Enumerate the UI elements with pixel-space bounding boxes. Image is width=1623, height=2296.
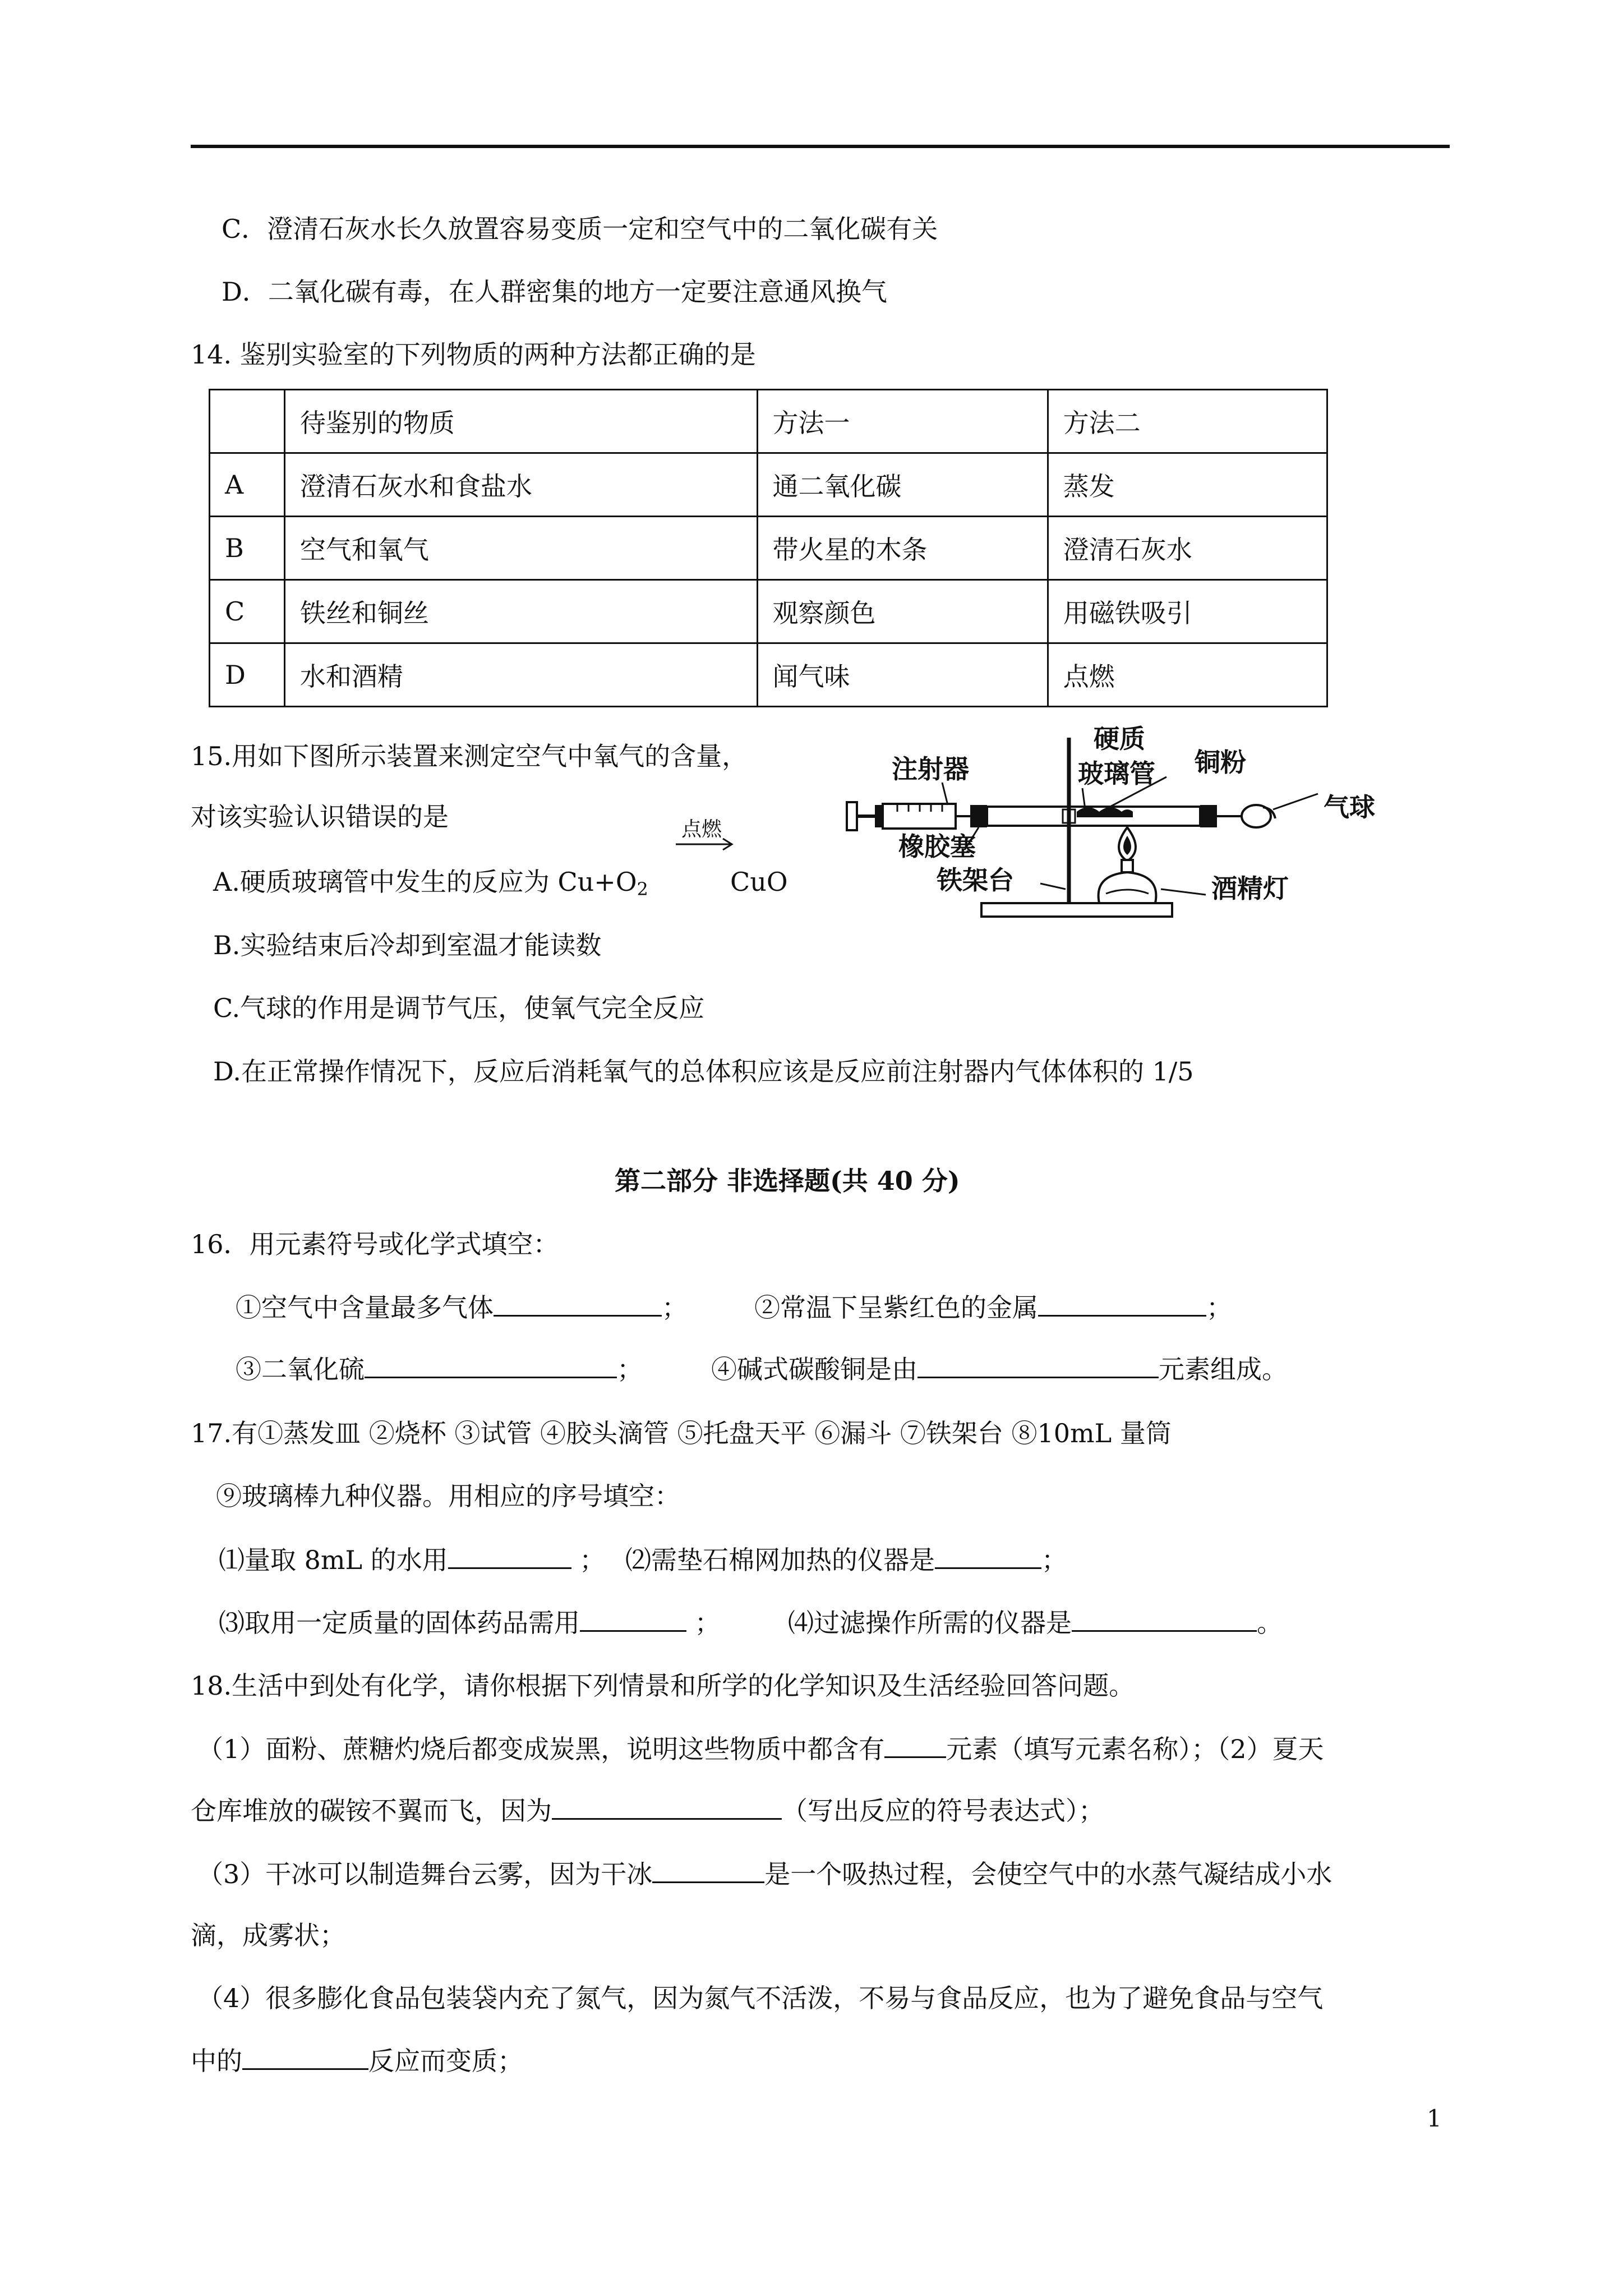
table-header-cell: 方法二 <box>1048 390 1327 453</box>
q15-option-a-text: A.硬质玻璃管中发生的反应为 Cu+O <box>213 867 637 897</box>
q17-part-3-text: ⑶取用一定质量的固体药品需用 <box>219 1608 580 1638</box>
label-stopper: 橡胶塞 <box>898 831 976 862</box>
label-lamp: 酒精灯 <box>1211 873 1289 904</box>
q18-line-4: 滴，成雾状； <box>191 1920 345 1950</box>
q14-stem: 14. 鉴别实验室的下列物质的两种方法都正确的是 <box>191 339 756 370</box>
separator: ； <box>1041 1545 1067 1575</box>
q18-line-2a: 仓库堆放的碳铵不翼而飞，因为 <box>191 1796 552 1826</box>
q18-line-1a: （1）面粉、蔗糖灼烧后都变成炭黑，说明这些物质中都含有 <box>197 1734 885 1764</box>
table-cell: 水和酒精 <box>284 643 757 707</box>
reaction-condition: 点燃 <box>681 818 722 841</box>
q17-line-2: ⑨玻璃棒九种仪器。用相应的序号填空： <box>216 1481 680 1511</box>
table-header-cell: 方法一 <box>757 390 1048 453</box>
table-cell: 用磁铁吸引 <box>1048 580 1327 643</box>
separator: ； <box>686 1608 721 1638</box>
q16-item-1 <box>236 1290 688 1324</box>
answer-blank[interactable] <box>448 1543 571 1569</box>
q16-item-3 <box>236 1352 643 1386</box>
q18-line-1b: 元素（填写元素名称）；（2）夏天 <box>946 1734 1324 1764</box>
answer-blank[interactable] <box>365 1352 617 1378</box>
answer-blank[interactable] <box>884 1732 946 1758</box>
answer-blank[interactable] <box>494 1290 662 1317</box>
q18-line-2 <box>191 1793 1104 1828</box>
apparatus-diagram <box>836 715 1430 940</box>
balloon-icon <box>1242 805 1275 827</box>
table-header-row <box>210 390 1327 453</box>
table-cell: A <box>210 453 285 517</box>
part2-heading: 第二部分 非选择题(共 40 分) <box>615 1166 960 1196</box>
label-stand: 铁架台 <box>937 865 1014 895</box>
q15-option-c: C.气球的作用是调节气压，使氧气完全反应 <box>213 993 705 1023</box>
separator: 。 <box>1257 1608 1283 1638</box>
separator: ； <box>1206 1292 1232 1323</box>
table-cell: 闻气味 <box>757 643 1048 707</box>
q18-line-6 <box>191 2044 523 2078</box>
separator: ； <box>571 1545 606 1575</box>
q17-part-4-text: ⑷过滤操作所需的仪器是 <box>788 1608 1072 1638</box>
table-cell: 观察颜色 <box>757 580 1048 643</box>
header-rule <box>191 145 1450 148</box>
label-hard: 硬质 <box>1094 724 1145 754</box>
q13-option-c: C．澄清石灰水长久放置容易变质一定和空气中的二氧化碳有关 <box>222 214 938 244</box>
q18-line-6a: 中的 <box>191 2046 242 2076</box>
table-row <box>210 643 1327 707</box>
q18-line-5: （4）很多膨化食品包装袋内充了氮气，因为氮气不活泼，不易与食品反应，也为了避免食品与空气 <box>197 1983 1324 2013</box>
table-cell: 铁丝和铜丝 <box>284 580 757 643</box>
answer-blank[interactable] <box>580 1605 686 1632</box>
answer-blank[interactable] <box>1038 1290 1206 1317</box>
q15-stem-line1: 15.用如下图所示装置来测定空气中氧气的含量， <box>191 741 748 771</box>
q16-item-3-text: ③二氧化硫 <box>236 1354 365 1384</box>
q18-stem: 18.生活中到处有化学，请你根据下列情景和所学的化学知识及生活经验回答问题。 <box>191 1671 1135 1701</box>
q17-part-1-text: ⑴量取 8mL 的水用 <box>219 1545 448 1575</box>
answer-blank[interactable] <box>917 1352 1159 1378</box>
table-row <box>210 580 1327 643</box>
rubber-stopper-right <box>1200 805 1217 827</box>
table-cell: 澄清石灰水和食盐水 <box>284 453 757 517</box>
answer-blank[interactable] <box>242 2044 368 2070</box>
table-cell: 带火星的木条 <box>757 517 1048 580</box>
table-row <box>210 453 1327 517</box>
q16-item-4-text: ④碱式碳酸铜是由 <box>711 1354 917 1384</box>
table-cell: 点燃 <box>1048 643 1327 707</box>
label-syringe: 注射器 <box>892 754 969 784</box>
q18-line-3a: （3）干冰可以制造舞台云雾，因为干冰 <box>197 1859 653 1889</box>
answer-blank[interactable] <box>652 1857 764 1883</box>
table-cell <box>210 390 285 453</box>
table-header-cell: 待鉴别的物质 <box>284 390 757 453</box>
table-row <box>210 517 1327 580</box>
q16-item-4-suffix: 元素组成。 <box>1159 1354 1288 1384</box>
label-copper: 铜粉 <box>1195 747 1246 777</box>
q18-line-2b: （写出反应的符号表达式）； <box>782 1796 1104 1826</box>
q17-part-2 <box>625 1543 1067 1577</box>
separator: ； <box>662 1292 688 1323</box>
page-number: 1 <box>1427 2105 1442 2132</box>
table-cell: 通二氧化碳 <box>757 453 1048 517</box>
q16-item-4 <box>711 1352 1288 1386</box>
table-cell: D <box>210 643 285 707</box>
q15-stem-line2: 对该实验认识错误的是 <box>191 802 449 832</box>
q13-option-d: D．二氧化碳有毒，在人群密集的地方一定要注意通风换气 <box>222 277 887 307</box>
q18-line-3 <box>197 1857 1332 1891</box>
subscript: 2 <box>637 878 648 900</box>
syringe-icon <box>847 802 970 830</box>
q18-line-1 <box>197 1732 1324 1766</box>
q15-option-b: B.实验结束后冷却到室温才能读数 <box>213 930 602 960</box>
q14-table <box>209 389 1328 707</box>
separator: ； <box>617 1354 643 1384</box>
q16-item-1-text: ①空气中含量最多气体 <box>236 1292 494 1323</box>
table-cell: C <box>210 580 285 643</box>
reaction-arrow-icon <box>676 838 737 851</box>
q17-part-2-text: ⑵需垫石棉网加热的仪器是 <box>625 1545 935 1575</box>
label-glass-tube: 玻璃管 <box>1078 758 1155 789</box>
q17-part-1 <box>219 1543 605 1577</box>
q16-item-2 <box>754 1290 1232 1324</box>
alcohol-lamp-icon <box>1099 860 1156 903</box>
table-cell: 空气和氧气 <box>284 517 757 580</box>
answer-blank[interactable] <box>1072 1605 1257 1632</box>
q18-line-6b: 反应而变质； <box>368 2046 523 2076</box>
answer-blank[interactable] <box>935 1543 1041 1569</box>
q15-option-a <box>213 865 648 906</box>
q16-stem: 16．用元素符号或化学式填空： <box>191 1229 559 1259</box>
q18-line-3b: 是一个吸热过程，会使空气中的水蒸气凝结成小水 <box>764 1859 1332 1889</box>
q17-part-3 <box>219 1605 721 1640</box>
rubber-stopper-left <box>970 805 987 827</box>
q17-line-1: 17.有①蒸发皿 ②烧杯 ③试管 ④胶头滴管 ⑤托盘天平 ⑥漏斗 ⑦铁架台 ⑧10mL 量筒 <box>191 1418 1172 1448</box>
label-balloon: 气球 <box>1324 792 1375 822</box>
q15-option-d: D.在正常操作情况下，反应后消耗氧气的总体积应该是反应前注射器内气体体积的 1/5 <box>213 1056 1194 1087</box>
q17-part-4 <box>788 1605 1283 1640</box>
table-cell: 蒸发 <box>1048 453 1327 517</box>
table-cell: 澄清石灰水 <box>1048 517 1327 580</box>
q16-item-2-text: ②常温下呈紫红色的金属 <box>754 1292 1038 1323</box>
table-cell: B <box>210 517 285 580</box>
answer-blank[interactable] <box>552 1793 782 1820</box>
reaction-product: CuO <box>730 867 788 897</box>
